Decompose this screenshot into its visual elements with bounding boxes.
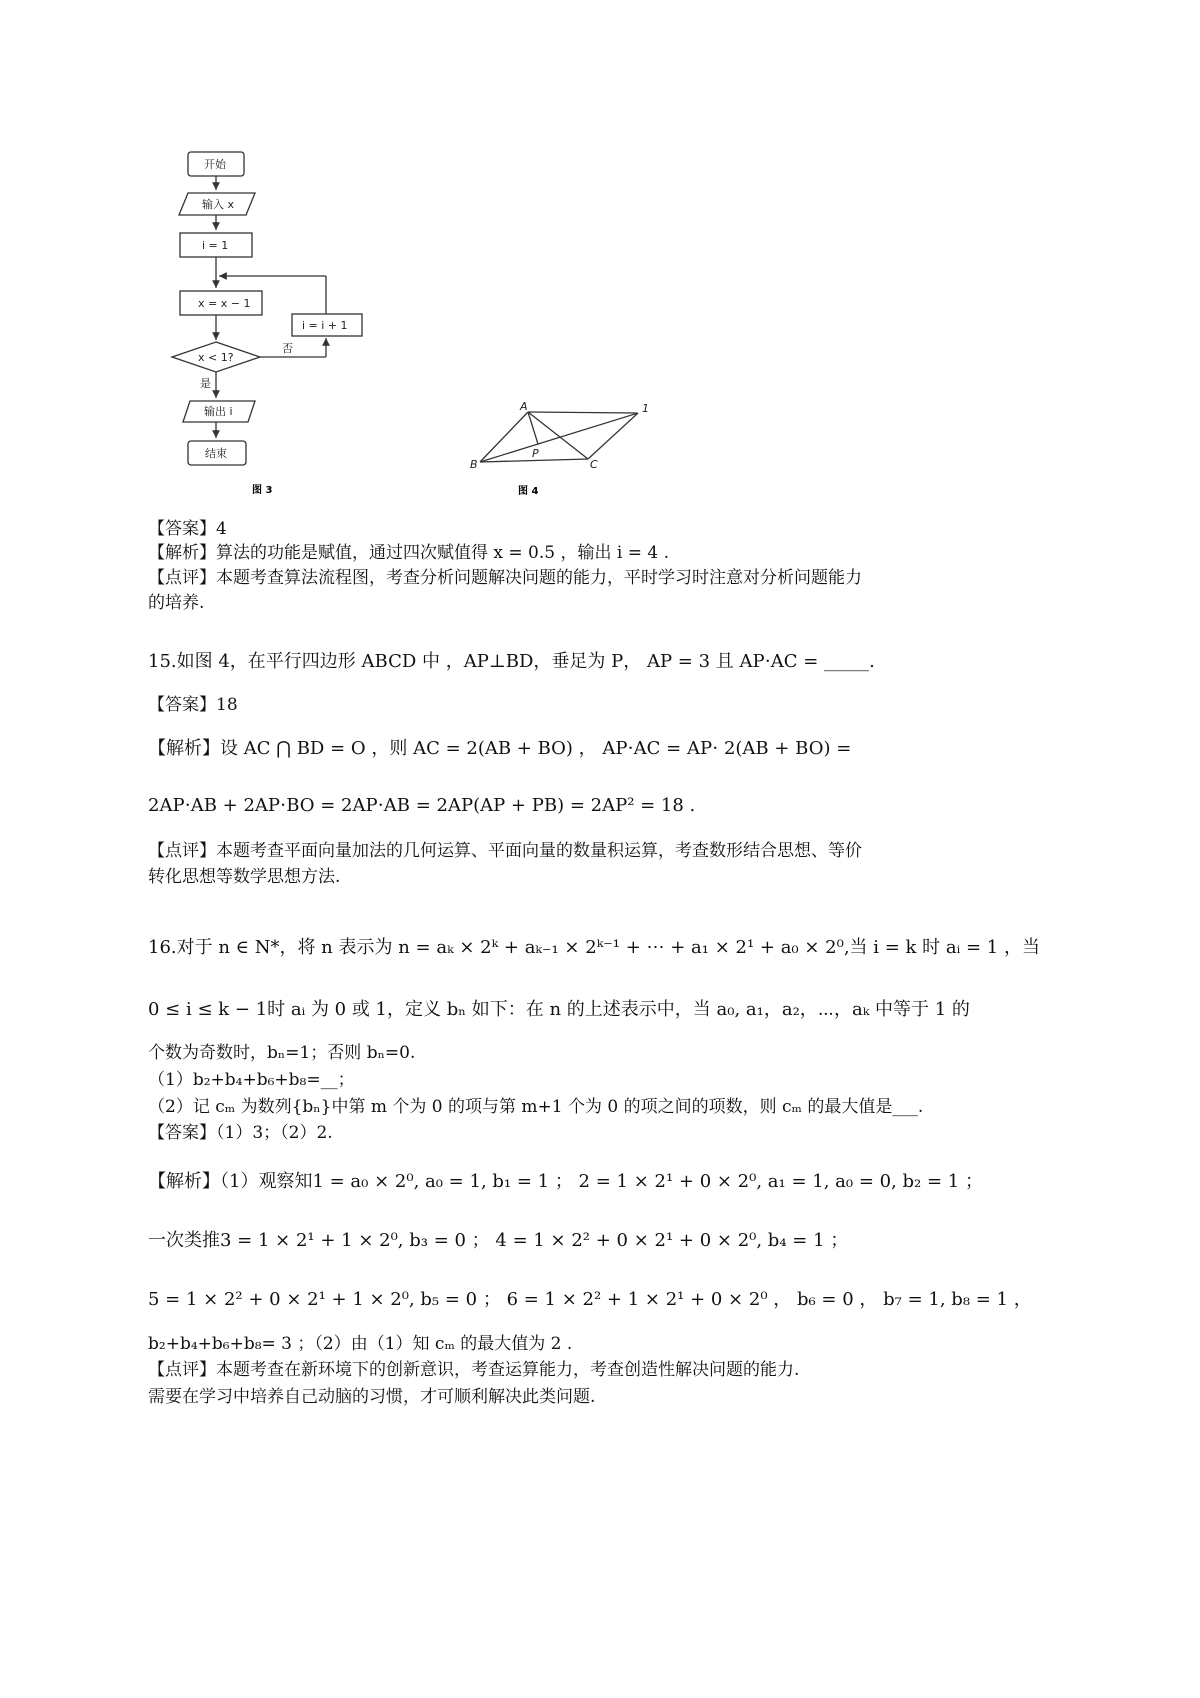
flowchart-step-label: x = x − 1 <box>198 297 251 310</box>
flowchart-input-label: 输入 x <box>202 198 235 211</box>
edge-ad <box>528 412 638 413</box>
q15-analysis-line1: 【解析】设 AC ⋂ BD = O ，则 AC = 2(AB + BO) ， AP⋅AC = AP⋅ 2(AB + BO) = <box>148 738 852 759</box>
segment-ap <box>528 412 538 444</box>
q15-comment-line1: 【点评】本题考查平面向量加法的几何运算、平面向量的数量积运算，考查数形结合思想、等价 <box>148 841 862 861</box>
q16-stem-line2: 0 ≤ i ≤ k − 1时 aᵢ 为 0 或 1，定义 bₙ 如下：在 n 的上述表示中，当 a₀, a₁，a₂，⋯，aₖ 中等于 1 的 <box>148 999 970 1020</box>
q16-analysis-line3: 5 = 1 × 2² + 0 × 2¹ + 1 × 2⁰, b₅ = 0 ； 6 = 1 × 2² + 1 × 2¹ + 0 × 2⁰ ， b₆ = 0 ， b₇ = 1, b₈ = 1 ， <box>148 1289 1032 1310</box>
q14-answer: 【答案】4 <box>148 519 227 539</box>
edge-dc <box>588 413 638 459</box>
q16-analysis-line2: 一次类推3 = 1 × 2¹ + 1 × 2⁰, b₃ = 0 ； 4 = 1 × 2² + 0 × 2¹ + 0 × 2⁰, b₄ = 1 ； <box>148 1230 849 1251</box>
vertex-c-label: C <box>590 458 598 471</box>
vertex-b-label: B <box>470 458 478 471</box>
q15-analysis-line2: 2AP⋅AB + 2AP⋅BO = 2AP⋅AB = 2AP(AP + PB) = 2AP² = 18 . <box>148 795 696 816</box>
q16-stem-line3: 个数为奇数时，bₙ=1；否则 bₙ=0. <box>148 1043 416 1063</box>
q14-comment-line2: 的培养. <box>148 593 205 613</box>
vertex-d-label: 1 <box>642 402 649 415</box>
q14-comment-line1: 【点评】本题考查算法流程图，考查分析问题解决问题的能力，平时学习时注意对分析问题能力 <box>148 568 862 588</box>
q15-comment-line2: 转化思想等数学思想方法. <box>148 867 341 887</box>
q16-part-2: （2）记 cₘ 为数列{bₙ}中第 m 个为 0 的项与第 m+1 个为 0 的项之间的项数，则 cₘ 的最大值是___. <box>148 1097 924 1117</box>
q16-analysis-line4: b₂+b₄+b₆+b₈= 3 ；（2）由（1）知 cₘ 的最大值为 2 . <box>148 1334 573 1354</box>
parallelogram-figure <box>470 400 670 540</box>
q16-part-1: （1）b₂+b₄+b₆+b₈=__； <box>148 1070 355 1090</box>
q16-answer: 【答案】（1）3；（2）2. <box>148 1123 333 1143</box>
q15-question: 15.如图 4，在平行四边形 ABCD 中 ，AP⊥BD，垂足为 P， AP = 3 且 AP⋅AC = _____. <box>148 651 875 672</box>
figure-3-caption: 图 3 <box>252 485 273 496</box>
flowchart-yes-label: 是 <box>200 377 211 390</box>
flowchart-condition-label: x < 1? <box>198 351 234 364</box>
q16-comment-line1: 【点评】本题考查在新环境下的创新意识，考查运算能力，考查创造性解决问题的能力. <box>148 1360 800 1380</box>
flowchart-figure <box>160 150 390 500</box>
q14-analysis: 【解析】算法的功能是赋值，通过四次赋值得 x = 0.5 ，输出 i = 4 . <box>148 543 669 563</box>
point-p-label: P <box>532 447 539 460</box>
q16-comment-line2: 需要在学习中培养自己动脑的习惯，才可顺利解决此类问题. <box>148 1387 596 1407</box>
q16-stem-line1: 16.对于 n ∈ N*，将 n 表示为 n = aₖ × 2ᵏ + aₖ₋₁ × 2ᵏ⁻¹ + ⋯ + a₁ × 2¹ + a₀ × 2⁰,当 i = k 时 aᵢ = 1 ，当 <box>148 937 1040 958</box>
flowchart-output-label: 输出 i <box>204 405 233 418</box>
q16-analysis-line1: 【解析】（1）观察知1 = a₀ × 2⁰, a₀ = 1, b₁ = 1 ； 2 = 1 × 2¹ + 0 × 2⁰, a₁ = 1, a₀ = 0, b₂ = 1 ； <box>148 1171 983 1192</box>
q15-answer: 【答案】18 <box>148 695 238 715</box>
flowchart-increment-label: i = i + 1 <box>302 319 348 332</box>
flowchart-start-label: 开始 <box>204 158 226 171</box>
flowchart-end-label: 结束 <box>205 447 227 460</box>
figure-4-caption: 图 4 <box>518 486 539 497</box>
flowchart-no-label: 否 <box>282 342 293 355</box>
vertex-a-label: A <box>520 400 528 413</box>
flowchart-init-label: i = 1 <box>202 239 229 252</box>
